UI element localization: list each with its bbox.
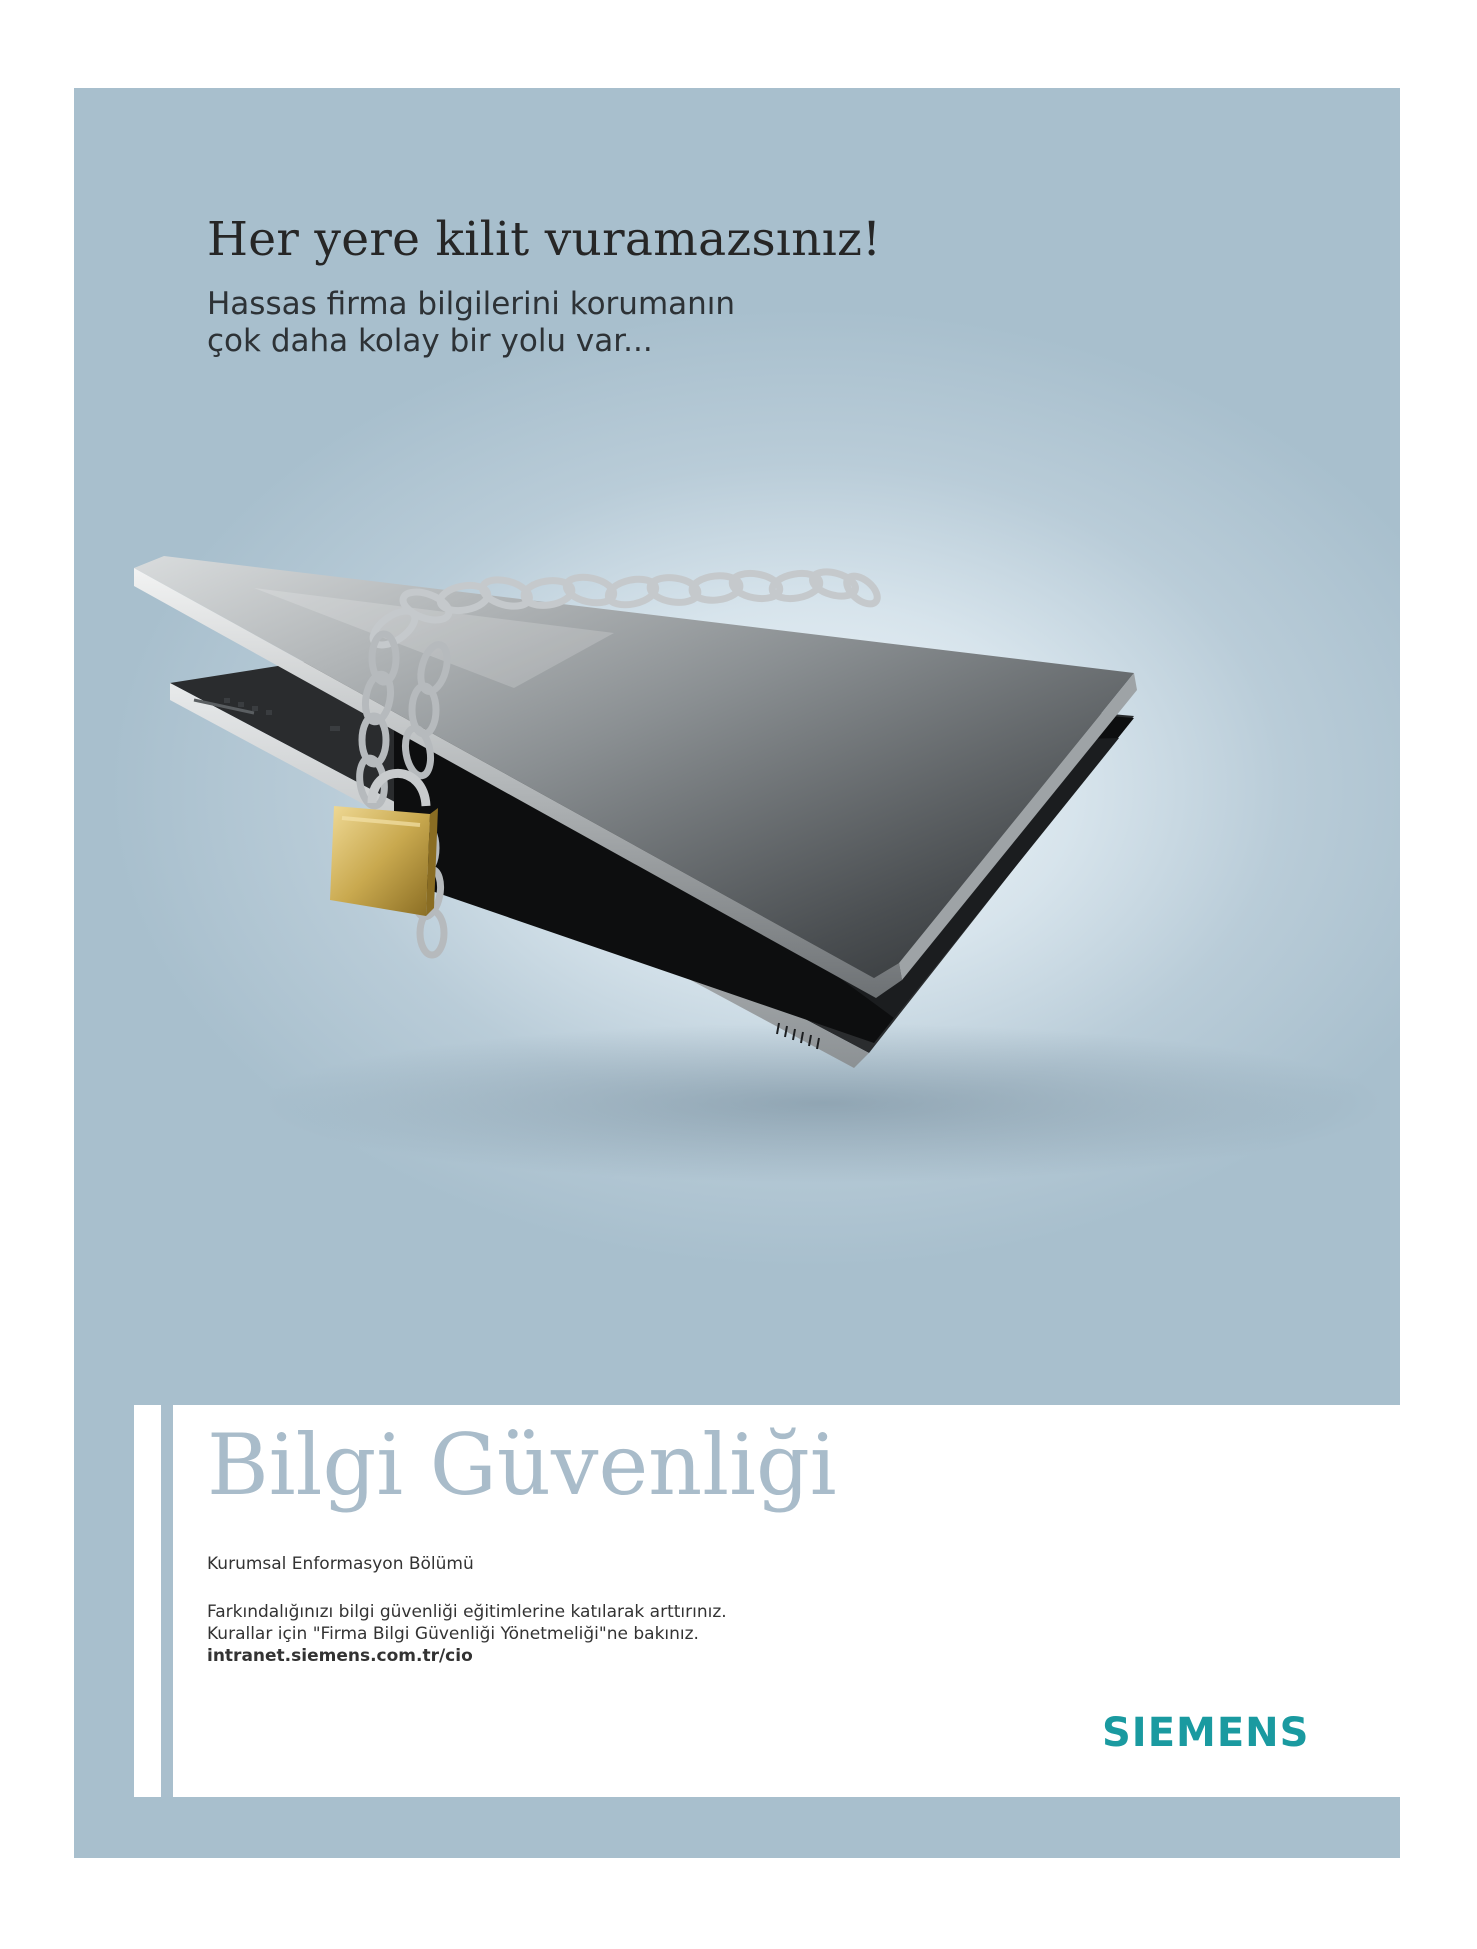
- section-title: Bilgi Güvenliği: [207, 1416, 837, 1514]
- subline-line-2: çok daha kolay bir yolu var...: [207, 323, 653, 359]
- subline-line-1: Hassas firma bilgilerini korumanın: [207, 286, 736, 322]
- department: Kurumsal Enformasyon Bölümü: [207, 1554, 474, 1574]
- siemens-logo: SIEMENS: [1102, 1710, 1310, 1756]
- headline: Her yere kilit vuramazsınız!: [207, 212, 882, 267]
- intranet-link[interactable]: intranet.siemens.com.tr/cio: [207, 1646, 473, 1666]
- laptop-padlock-illustration: [134, 548, 1394, 1248]
- body-text: [207, 1601, 1107, 1667]
- body-line-2: Kurallar için "Firma Bilgi Güvenliği Yönetmeliği"ne bakınız.: [207, 1624, 699, 1644]
- subline: [207, 286, 907, 360]
- panel-edge-bar: [134, 1405, 161, 1797]
- body-line-1: Farkındalığınızı bilgi güvenliği eğitimlerine katılarak arttırınız.: [207, 1602, 727, 1622]
- panel-edge-gap: [161, 1405, 173, 1797]
